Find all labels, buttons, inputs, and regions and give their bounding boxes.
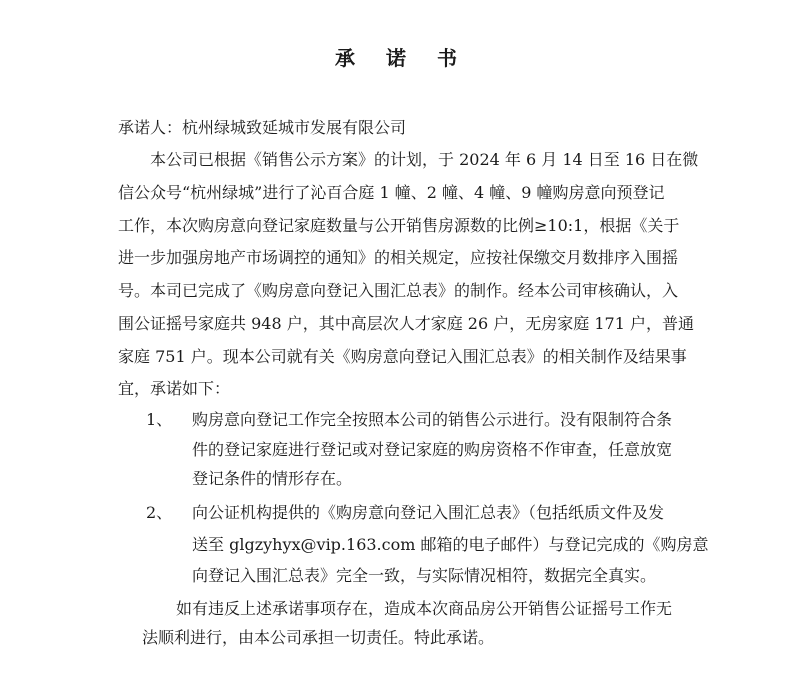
document-title: 承 诺 书 [335,46,469,70]
closing-line: 如有违反上述承诺事项存在，造成本次商品房公开销售公证摇号工作无 [176,599,673,618]
intro-line: 号。本司已完成了《购房意向登记入围汇总表》的制作。经本公司审核确认，入 [118,281,679,300]
intro-line: 信公众号“杭州绿城”进行了沁百合庭 1 幢、2 幢、4 幢、9 幢购房意向预登记 [118,183,665,202]
intro-line: 家庭 751 户。现本公司就有关《购房意向登记入围汇总表》的相关制作及结果事 [118,347,687,366]
intro-line: 本公司已根据《销售公示方案》的计划，于 2024 年 6 月 14 日至 16 日在微 [150,150,699,169]
item-line: 登记条件的情形存在。 [192,469,353,488]
promisor-line: 承诺人：杭州绿城致延城市发展有限公司 [118,118,407,137]
item-line: 购房意向登记工作完全按照本公司的销售公示进行。没有限制符合条 [192,410,673,429]
closing-line: 法顺利进行，由本公司承担一切责任。特此承诺。 [142,628,495,647]
item-number: 1、 [146,410,173,429]
intro-line: 宜，承诺如下： [118,379,231,398]
item-line: 送至 glgzyhyx@vip.163.com 邮箱的电子邮件）与登记完成的《购房意 [192,535,709,554]
item-number: 2、 [146,503,173,522]
item-line: 件的登记家庭进行登记或对登记家庭的购房资格不作审查，任意放宽 [192,440,673,459]
intro-line: 工作，本次购房意向登记家庭数量与公开销售房源数的比例≥10:1，根据《关于 [118,216,680,235]
intro-line: 进一步加强房地产市场调控的通知》的相关规定，应按社保缴交月数排序入围摇 [118,248,679,267]
item-line: 向公证机构提供的《购房意向登记入围汇总表》（包括纸质文件及发 [192,503,665,522]
item-line: 向登记入围汇总表》完全一致，与实际情况相符，数据完全真实。 [192,566,657,585]
intro-line: 围公证摇号家庭共 948 户，其中高层次人才家庭 26 户，无房家庭 171 户，普通 [118,314,694,333]
